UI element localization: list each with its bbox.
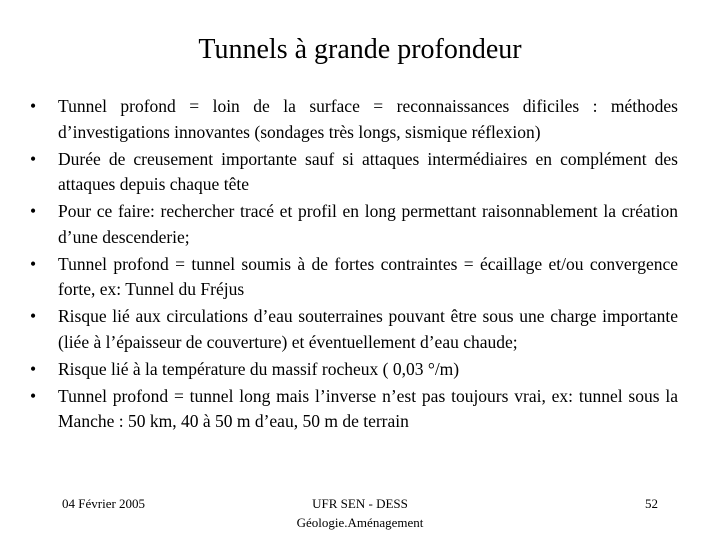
bullet-icon: • — [30, 306, 37, 326]
bullet-icon: • — [30, 358, 37, 379]
bullet-icon: • — [30, 253, 37, 274]
bullet-text: Tunnel profond = tunnel long mais l’inverse n’est pas toujours vrai, ex: tunnel sous la Manche : 50 km, 40 à 50 m d’eau, 50 m de terrain — [58, 385, 678, 431]
bullet-text: Risque lié à la température du massif rocheux ( 0,03 °/m) — [58, 358, 460, 379]
bullet-list — [30, 94, 678, 436]
bullet-text: Tunnel profond = tunnel soumis à de fortes contraintes = écaillage et/ou convergence forte, ex: Tunnel du Fréjus — [58, 253, 678, 299]
bullet-item — [30, 357, 678, 383]
footer-date: 04 Février 2005 — [62, 496, 146, 511]
bullet-text: Pour ce faire: rechercher tracé et profil en long permettant raisonnablement la création d’une descenderie; — [58, 201, 678, 247]
bullet-icon: • — [30, 201, 37, 221]
bullet-item — [30, 147, 678, 198]
bullet-item — [30, 304, 678, 355]
bullet-text: Durée de creusement importante sauf si attaques intermédiaires en complément des attaques depuis chaque tête — [58, 148, 678, 194]
footer-institution — [240, 494, 480, 532]
bullet-icon: • — [30, 96, 37, 116]
slide-title: Tunnels à grande profondeur — [198, 34, 522, 65]
footer-institution-line2: Géologie.Aménagement — [296, 515, 424, 530]
bullet-item — [30, 199, 678, 250]
bullet-icon: • — [30, 148, 37, 169]
bullet-icon: • — [30, 385, 37, 406]
bullet-item — [30, 94, 678, 145]
bullet-text: Risque lié aux circulations d’eau souterraines pouvant être sous une charge importante (liée à l’épaisseur de couverture) et éventuellement d’eau chaude; — [58, 306, 678, 352]
bullet-item — [30, 252, 678, 303]
footer-institution-line1: UFR SEN - DESS — [312, 496, 408, 511]
bullet-text: Tunnel profond = loin de la surface = reconnaissances dificiles : méthodes d’investigations innovantes (sondages très longs, sismique réflexion) — [58, 96, 678, 142]
bullet-item — [30, 384, 678, 435]
page-number: 52 — [645, 496, 658, 511]
